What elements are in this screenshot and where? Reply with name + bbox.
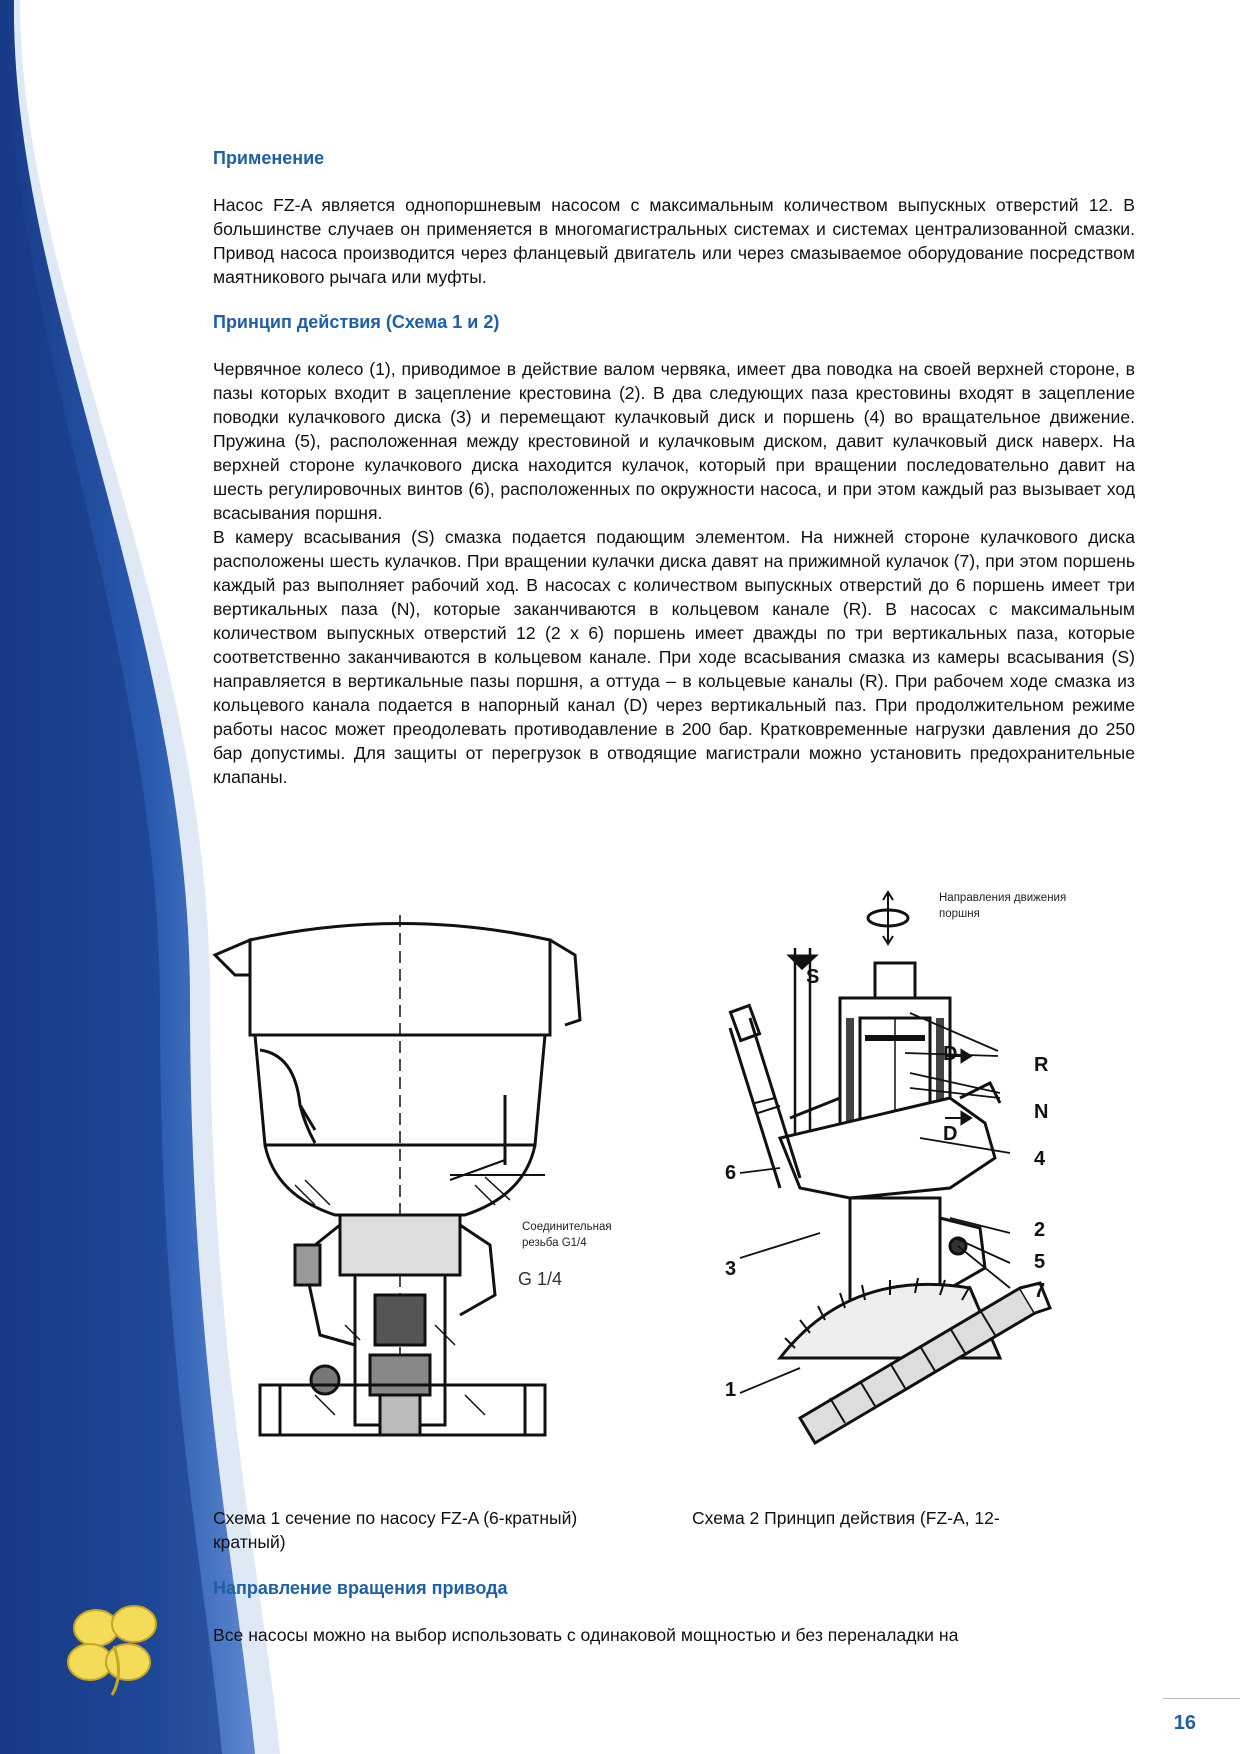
paragraph-principle-1: Червячное колесо (1), приводимое в действие валом червяка, имеет два поводка на своей верхней стороне, в пазы которых входит в зацепление крестовина (2). В два следующих паза крестовины входят в зацепление поводки кулачкового диска (3) и перемещают кулачковый диск и поршень (4) во вращательное движение. Пружина (5), расположенная между крестовиной и кулачковым диском, давит кулачковый диск наверх. На верхней стороне кулачкового диска находится кулачок, который при вращении последовательно давит на шесть регулировочных винтов (6), расположенных по окружности насоса, и при этом каждый раз вызывает ход всасывания поршня. — [213, 359, 1135, 523]
figure-2-direction-line2: поршня — [939, 908, 980, 920]
label-7: 7 — [1034, 1280, 1046, 1302]
figure-1-note-line1: Соединительная — [522, 1221, 612, 1233]
section-title-principle: Принцип действия (Схема 1 и 2) — [213, 312, 500, 332]
label-6: 6 — [725, 1162, 737, 1184]
label-2: 2 — [1034, 1219, 1046, 1241]
label-5: 5 — [1034, 1251, 1046, 1273]
clover-logo — [54, 1590, 174, 1700]
page-content — [213, 148, 1135, 789]
caption-figure-1: Схема 1 сечение по насосу FZ-A (6-кратный) — [213, 1508, 578, 1528]
figure-2-principle — [700, 888, 1140, 1478]
label-N: N — [1034, 1101, 1049, 1123]
figure-1-pump-section — [205, 915, 595, 1465]
section-3 — [213, 1578, 1135, 1647]
page-number-rule — [1163, 1698, 1240, 1699]
label-S: S — [806, 966, 820, 988]
paragraph-principle-2: В камеру всасывания (S) смазка подается подающим элементом. На нижней стороне кулачкового диска расположены шесть кулачков. При вращении кулачки диска давят на прижимной кулачок (7), при этом поршень каждый раз выполняет рабочий ход. В насосах с количеством выпускных отверстий до 6 поршень имеет три вертикальных паза (N), которые заканчиваются в кольцевом канале (R). В насосах с максимальным количеством выпускных отверстий 12 (2 x 6) поршень имеет дважды по три вертикальных паза, которые соответственно заканчиваются в кольцевом канале. При ходе всасывания смазка из камеры всасывания (S) направляется в вертикальные пазы поршня, а оттуда – в кольцевые каналы (R). При рабочем ходе смазка из кольцевого канала подается в напорный канал (D) через вертикальный паз. При продолжительном режиме работы насос может преодолевать противодавление в 200 бар. Кратковременные нагрузки давления до 250 бар допустимы. Для защиты от перегрузок в отводящие магистрали можно установить предохранительные клапаны. — [213, 527, 1135, 787]
rotation-direction-icon — [868, 892, 908, 944]
label-3: 3 — [725, 1258, 737, 1280]
label-1: 1 — [725, 1379, 737, 1401]
caption-figure-continuation: кратный) — [213, 1532, 286, 1552]
label-4: 4 — [1034, 1148, 1046, 1170]
label-D-upper: D — [943, 1043, 958, 1065]
label-D-lower: D — [943, 1123, 958, 1145]
caption-figure-2: Схема 2 Принцип действия (FZ-A, 12- — [692, 1508, 1000, 1528]
page-number: 16 — [1173, 1712, 1196, 1734]
figure-1-thread-label: G 1/4 — [518, 1269, 563, 1289]
figure-1-note-line2: резьба G1/4 — [522, 1237, 587, 1249]
label-R: R — [1034, 1054, 1049, 1076]
figure-1-note — [522, 1219, 612, 1251]
paragraph-rotation: Все насосы можно на выбор использовать с одинаковой мощностью и без переналадки на — [213, 1625, 959, 1645]
figure-2-direction-note — [939, 890, 1066, 922]
section-title-rotation: Направление вращения привода — [213, 1578, 508, 1598]
paragraph-application: Насос FZ-A является однопоршневым насосом с максимальным количеством выпускных отверстий 12. В большинстве случаев он применяется в многомагистральных системах и системах централизованной смазки. Привод насоса производится через фланцевый двигатель или через смазываемое оборудование посредством маятникового рычага или муфты. — [213, 195, 1135, 287]
figure-2-direction-line1: Направления движения — [939, 892, 1067, 904]
section-title-application: Применение — [213, 148, 325, 168]
